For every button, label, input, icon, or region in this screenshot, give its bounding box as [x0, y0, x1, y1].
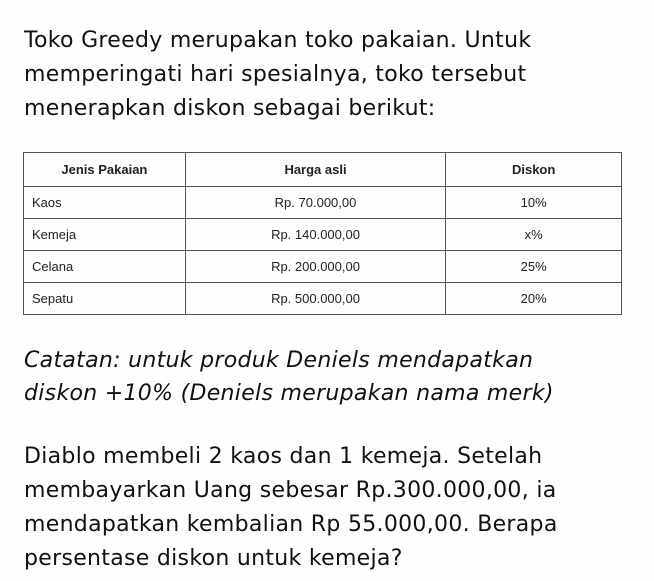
- cell-discount: 20%: [446, 283, 622, 315]
- header-harga-asli: Harga asli: [185, 153, 446, 187]
- question-paragraph: [24, 440, 634, 576]
- intro-line: memperingati hari spesialnya, toko tersebut: [24, 62, 527, 87]
- cell-discount: 10%: [446, 187, 622, 219]
- cell-discount: 25%: [446, 251, 622, 283]
- cell-item-name: Kemeja: [24, 219, 186, 251]
- note-line: Catatan: untuk produk Deniels mendapatkan: [24, 348, 534, 373]
- table-row: [24, 187, 622, 219]
- table-header-row: [24, 153, 622, 187]
- question-line: Diablo membeli 2 kaos dan 1 kemeja. Setelah: [24, 444, 543, 469]
- note-line: diskon +10% (Deniels merupakan nama merk): [24, 381, 554, 406]
- cell-item-name: Celana: [24, 251, 186, 283]
- intro-line: Toko Greedy merupakan toko pakaian. Untuk: [24, 28, 532, 53]
- cell-price: Rp. 500.000,00: [185, 283, 446, 315]
- cell-item-name: Kaos: [24, 187, 186, 219]
- question-line: mendapatkan kembalian Rp 55.000,00. Berapa: [24, 512, 558, 537]
- cell-item-name: Sepatu: [24, 283, 186, 315]
- intro-line: menerapkan diskon sebagai berikut:: [24, 96, 436, 121]
- table-row: [24, 251, 622, 283]
- header-diskon: Diskon: [446, 153, 622, 187]
- cell-price: Rp. 70.000,00: [185, 187, 446, 219]
- discount-table: [23, 152, 622, 315]
- question-line: persentase diskon untuk kemeja?: [24, 546, 403, 571]
- note-paragraph: [24, 344, 634, 410]
- cell-price: Rp. 200.000,00: [185, 251, 446, 283]
- cell-discount: x%: [446, 219, 622, 251]
- table-row: [24, 219, 622, 251]
- table-row: [24, 283, 622, 315]
- intro-paragraph: [24, 24, 624, 126]
- header-jenis-pakaian: Jenis Pakaian: [24, 153, 186, 187]
- question-line: membayarkan Uang sebesar Rp.300.000,00, ia: [24, 478, 557, 503]
- cell-price: Rp. 140.000,00: [185, 219, 446, 251]
